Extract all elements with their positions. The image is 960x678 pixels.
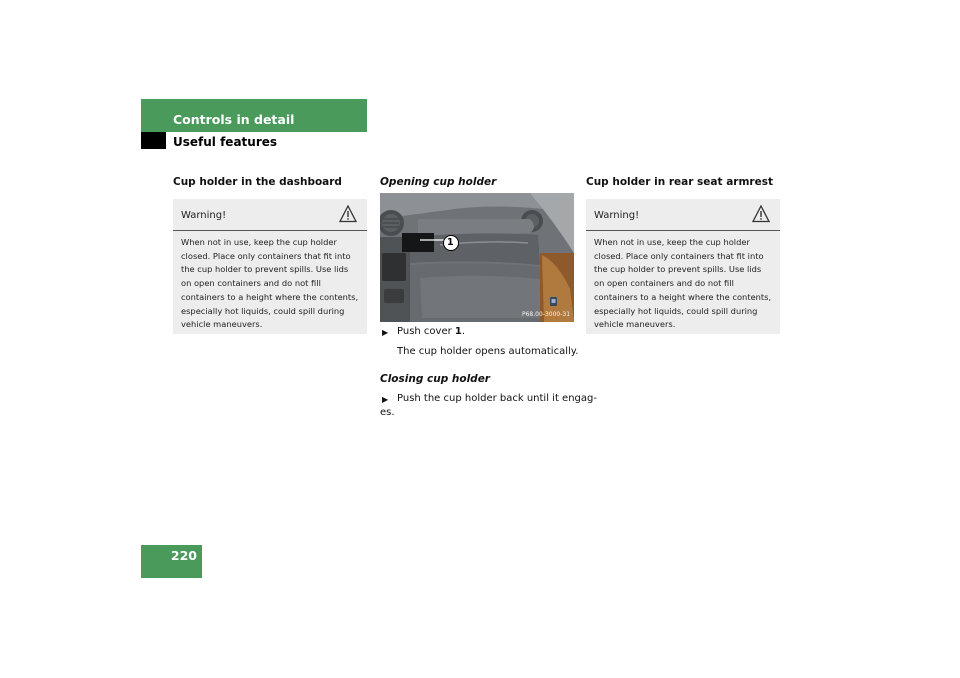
warning-text: When not in use, keep the cup holder closed. Place only containers that fit into the cup holder to prevent spills. Use lids on open containers and do not fill containers to a height where the contents, especially hot liquids, could spill during vehicle maneuvers. <box>594 237 772 330</box>
arrow-bullet-icon: ▶ <box>382 328 389 337</box>
warning-header <box>586 199 780 231</box>
warning-triangle-icon <box>752 205 770 223</box>
dashboard-illustration <box>380 193 574 322</box>
warning-box-rear <box>586 199 780 334</box>
image-code: P68.00-3000-31 <box>522 311 571 318</box>
step1-result: The cup holder opens automatically. <box>397 346 579 357</box>
closing-cupholder-heading: Closing cup holder <box>380 373 490 385</box>
page-number-box <box>141 545 202 578</box>
warning-header <box>173 199 367 231</box>
header-marker <box>141 132 166 149</box>
chapter-title: Controls in detail <box>173 112 295 127</box>
callout-1: 1 <box>447 237 454 248</box>
section-title: Useful features <box>173 135 278 149</box>
step-push-cover <box>397 325 465 339</box>
warning-title: Warning! <box>181 210 227 221</box>
dashboard-cupholder-heading: Cup holder in the dashboard <box>173 176 342 188</box>
step2-line1: Push the cup holder back until it engag- <box>397 393 597 404</box>
step2-line2: es. <box>380 407 395 418</box>
dashboard-photo <box>380 193 574 322</box>
step1-text: Push cover <box>397 326 452 337</box>
step1-ref: 1 <box>454 326 462 337</box>
warning-triangle-icon <box>339 205 357 223</box>
page-number: 220 <box>170 548 197 563</box>
rear-armrest-cupholder-heading: Cup holder in rear seat armrest <box>586 176 773 188</box>
opening-cupholder-heading: Opening cup holder <box>380 176 497 188</box>
warning-text: When not in use, keep the cup holder closed. Place only containers that fit into the cup holder to prevent spills. Use lids on open containers and do not fill containers to a height where the contents, especially hot liquids, could spill during vehicle maneuvers. <box>181 237 359 330</box>
warning-box-dashboard <box>173 199 367 334</box>
warning-title: Warning! <box>594 210 640 221</box>
step1-period: . <box>461 326 466 337</box>
arrow-bullet-icon: ▶ <box>382 395 389 404</box>
